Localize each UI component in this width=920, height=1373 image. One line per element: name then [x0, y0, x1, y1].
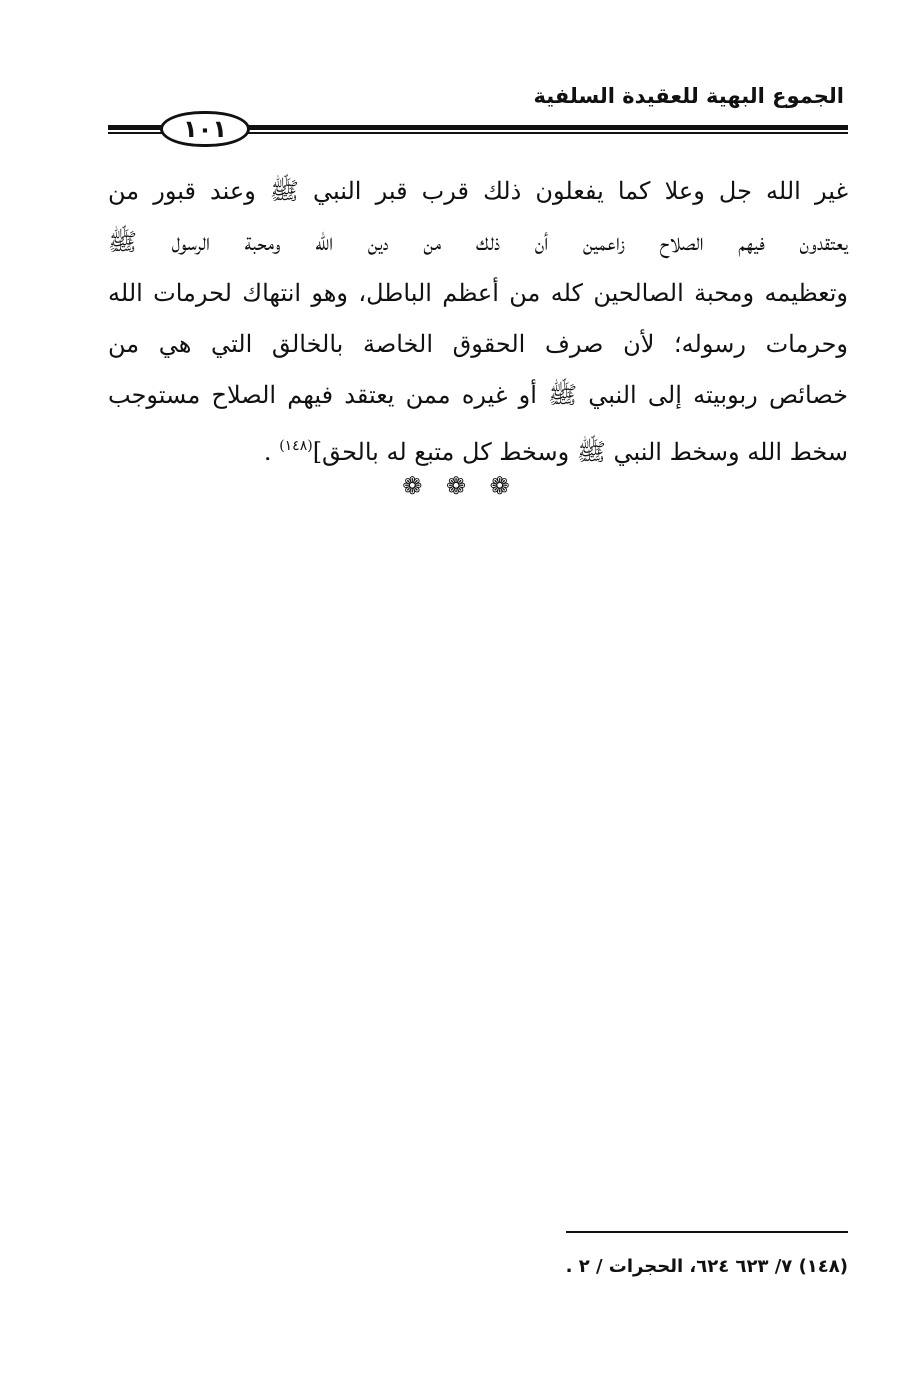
running-header: الجموع البهية للعقيدة السلفية — [533, 84, 844, 108]
footnote-reference: (١٤٨) — [279, 438, 313, 454]
footnote: (١٤٨) ٧/ ٦٢٣ ٦٢٤، الحجرات / ٢ . — [565, 1256, 848, 1277]
body-line-3: وتعظيمه ومحبة الصالحين كله من أعظم الباطل، وهو انتهاك لحرمات الله — [108, 279, 848, 307]
footnote-rule — [566, 1231, 848, 1233]
body-line-5: خصائص ربوبيته إلى النبي ﷺ أو غيره ممن يعتقد فيهم الصلاح مستوجب — [108, 381, 849, 409]
body-line-6-end: . — [263, 438, 280, 466]
page-number-badge — [160, 111, 250, 147]
page-number: ١٠١ — [183, 115, 227, 143]
body-text — [108, 166, 848, 472]
body-line-4: وحرمات رسوله؛ لأن صرف الحقوق الخاصة بالخالق التي هي من — [108, 330, 848, 358]
section-separator-ornament: ❁ ❁ ❁ — [402, 472, 518, 500]
body-line-1: غير الله جل وعلا كما يفعلون ذلك قرب قبر النبي ﷺ وعند قبور من — [108, 177, 848, 205]
body-line-6-text: سخط الله وسخط النبي ﷺ وسخط كل متبع له بالحق] — [312, 438, 848, 466]
body-line-6 — [108, 421, 848, 472]
body-line-2: يعتقدون فيهم الصلاح زاعمين أن ذلك من دين الله ومحبة الرسول ﷺ — [108, 228, 848, 256]
